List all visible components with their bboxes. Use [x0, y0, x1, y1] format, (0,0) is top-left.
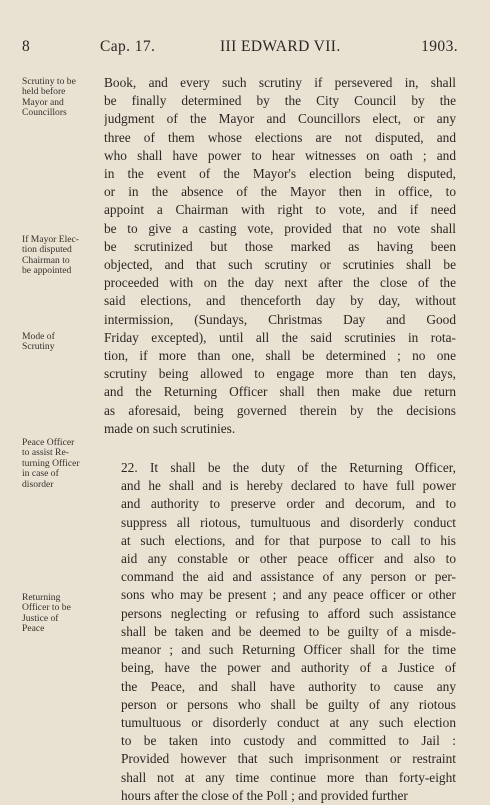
text-line: suppress all riotous, tumultuous and disorderly conduct [121, 514, 456, 530]
text-line: judgment of the Mayor and Councillors elect, or any [104, 111, 456, 127]
text-line: intermission, (Sundays, Christmas Day and Good [104, 311, 456, 327]
text-line: be to give a casting vote, provided that no vote shall [104, 220, 456, 236]
text-line: shall not at any time continue more than forty-eight [121, 769, 456, 785]
margin-note-line: tion disputed [22, 244, 72, 256]
margin-note-line: Justice of [22, 612, 59, 624]
body-text [104, 74, 456, 805]
margin-note-returning-officer-justice [22, 593, 104, 635]
text-line: the Peace, and shall have authority to cause any [121, 678, 456, 694]
paragraph-scrutiny [104, 74, 456, 438]
margin-note-line: in case of [22, 468, 59, 480]
text-line: proceeded with on the day next after the close of the [104, 275, 456, 291]
text-line: or in the absence of the Mayor then in office, to [104, 184, 456, 200]
margin-note-line: to assist Re- [22, 447, 69, 459]
margin-note-line: Peace [22, 623, 45, 635]
text-line: person or persons who shall be guilty of any riotous [121, 696, 456, 712]
text-line: being, have the power and authority of a Justice of [121, 660, 456, 676]
text-line: Book, and every such scrutiny if persevered in, shall [104, 75, 456, 90]
text-line: objected, and that such scrutiny or scrutinies shall be [104, 257, 456, 273]
text-line: tion, if more than one, shall be determined ; no one [104, 348, 456, 364]
text-line: tumultuous or disorderly conduct at any such election [121, 714, 456, 730]
text-line: to be taken into custody and committed to Jail : [121, 733, 456, 749]
text-line: sons who may be present ; and any peace officer or other [121, 587, 456, 603]
text-line: command the aid and assistance of any person or per- [121, 569, 456, 585]
chapter-label: Cap. 17. [100, 38, 156, 55]
margin-note-line: Mode of [22, 331, 55, 342]
text-line: shall be taken and be deemed to be guilty of a misde- [121, 623, 456, 639]
text-line: 22. It shall be the duty of the Returning Officer, [121, 460, 456, 476]
text-line: aid any constable or other peace officer and also to [121, 551, 456, 567]
running-header [22, 38, 458, 58]
margin-note-line: If Mayor Elec- [22, 234, 80, 245]
reign-title: III EDWARD VII. [220, 38, 341, 55]
text-line: appoint a Chairman with right to vote, and if need [104, 202, 456, 218]
text-line: at such elections, and for that purpose to call to his [121, 532, 456, 548]
year-label: 1903. [421, 38, 458, 55]
text-line: persons neglecting or refusing to afford such assistance [121, 605, 456, 621]
margin-note-line: Officer to be [22, 602, 71, 614]
margin-note-line: Scrutiny to be [22, 76, 76, 87]
margin-note-peace-officer [22, 438, 104, 490]
paragraph-section-22 [104, 459, 456, 805]
text-line: in the event of the Mayor's election being disputed, [104, 166, 456, 182]
margin-note-mayor-election-disputed [22, 235, 104, 277]
text-line: said elections, and thenceforth day by day, without [104, 293, 456, 309]
text-line: and he shall and is hereby declared to have full power [121, 478, 456, 494]
text-line: Friday excepted), until all the said scrutinies in rota- [104, 329, 456, 345]
text-line: hours after the close of the Poll ; and provided further [121, 787, 408, 803]
margin-note-mode-of-scrutiny [22, 332, 104, 353]
text-line: as aforesaid, being governed therein by the decisions [104, 402, 456, 418]
text-line: scrutiny being allowed to engage more than ten days, [104, 366, 456, 382]
text-line: meanor ; and such Returning Officer shall for the time [121, 642, 456, 658]
margin-note-line: Chairman to [22, 254, 70, 266]
margin-note-line: turning Officer [22, 457, 80, 469]
margin-note-line: be appointed [22, 265, 72, 277]
text-line: and the Returning Officer shall then make due return [104, 384, 456, 400]
text-line: three of them whose elections are not disputed, and [104, 129, 456, 145]
margin-note-scrutiny-before-mayor [22, 77, 104, 119]
margin-note-line: disorder [22, 478, 54, 490]
margin-note-line: held before [22, 86, 66, 98]
text-line: and authority to preserve order and decorum, and to [121, 496, 456, 512]
text-line: made on such scrutinies. [104, 420, 236, 436]
text-line: be finally determined by the City Council by the [104, 93, 456, 109]
text-line: who shall have power to hear witnesses on oath ; and [104, 147, 456, 163]
text-line: Provided however that such imprisonment or restraint [121, 751, 456, 767]
margin-note-line: Returning [22, 592, 61, 603]
page-number: 8 [22, 38, 31, 55]
text-line: be scrutinized but those marked as having been [104, 238, 456, 254]
margin-note-line: Councillors [22, 107, 67, 119]
margin-note-line: Mayor and [22, 96, 64, 108]
margin-note-line: Scrutiny [22, 341, 55, 353]
margin-note-line: Peace Officer [22, 437, 75, 448]
